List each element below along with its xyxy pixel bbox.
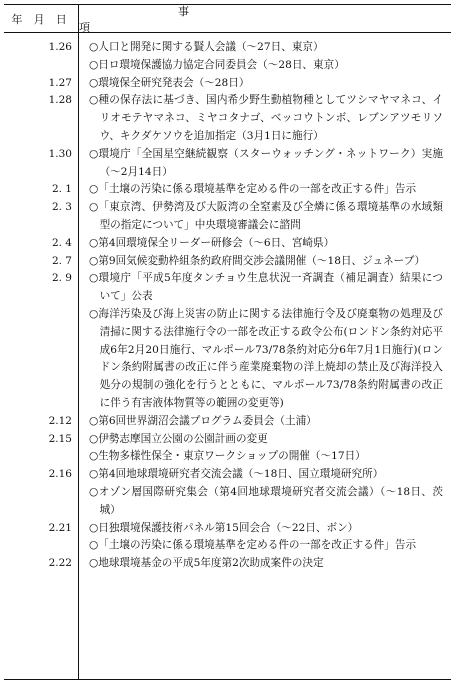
table-row (4, 146, 451, 182)
row-date: 2.15 (48, 432, 72, 445)
header-event: 事 項 (79, 4, 288, 34)
row-events (89, 520, 443, 556)
table-row (4, 39, 451, 75)
row-events (89, 92, 443, 145)
row-events (89, 270, 443, 412)
table-row (4, 520, 451, 556)
row-date: 2. 9 (51, 272, 72, 285)
row-events (89, 75, 443, 93)
row-date: 2.12 (48, 414, 72, 427)
row-events (89, 413, 443, 431)
table-row (4, 555, 451, 573)
row-date: 1.30 (48, 147, 72, 160)
event-item: ○環境庁「平成5年度タンチョウ生息状況一斉調査（補足調査）結果について」公表 (89, 272, 443, 303)
row-events (89, 466, 443, 519)
row-events (89, 431, 443, 467)
event-item: ○海洋汚染及び海上災害の防止に関する法律施行令及び廃棄物の処理及び清掃に関する法律施行令の一部を改正する政令公布(ロンドン条約対応平成6年2月20日施行、マルポール73/78条約対応分6年7月1日施行)(ロンドン条約附属書の改正に伴う産業廃棄物の洋上焼却の禁止及び海洋投入処分の規制の強化を行うとともに、マルポール73/78条約附属書の改正に伴う有害液体物質等の範囲の変更等) (89, 307, 443, 409)
event-item: ○第4回環境保全リーダー研修会（〜6日、宮崎県） (89, 236, 335, 249)
event-item: ○「東京湾、伊勢湾及び大阪湾の全窒素及び全燐に係る環境基準の水域類型の指定について」中央環境審議会に諮問 (89, 201, 443, 231)
row-date: 2. 1 (51, 183, 72, 196)
table-row (4, 75, 451, 93)
row-events (89, 181, 443, 199)
row-date: 2. 4 (51, 236, 72, 249)
table-header (4, 5, 451, 33)
header-date: 年 月 日 (11, 12, 71, 26)
table-row (4, 431, 451, 467)
event-item: ○伊勢志摩国立公園の公園計画の変更 (89, 432, 268, 445)
row-date: 1.28 (48, 94, 72, 107)
row-events (89, 146, 443, 182)
row-date: 1.27 (48, 76, 72, 89)
table-body (4, 39, 451, 573)
row-date: 1.26 (48, 41, 72, 53)
event-item: ○生物多様性保全・東京ワークショップの開催（〜17日） (89, 450, 366, 463)
row-events (89, 235, 443, 253)
table-row (4, 270, 451, 412)
table-row (4, 253, 451, 271)
table-row (4, 235, 451, 253)
row-events (89, 253, 443, 271)
row-events (89, 39, 443, 75)
event-item: ○地球環境基金の平成5年度第2次助成案件の決定 (89, 557, 324, 570)
event-item: ○第6回世界湖沼会議プログラム委員会（土浦） (89, 414, 317, 427)
chronology-table (4, 4, 451, 680)
event-item: ○環境庁「全国星空継続観察（スターウォッチング・ネットワーク）実施（〜2月14日） (89, 147, 443, 178)
event-item: ○人口と開発に関する賢人会議（〜27日、東京） (89, 41, 324, 53)
event-item: ○日ロ環境保護協力協定合同委員会（〜28日、東京） (89, 58, 345, 71)
event-item: ○種の保存法に基づき、国内希少野生動植物種としてツシマヤマネコ、イリオモテヤマネコ、ミヤコタナゴ、ベッコウトンボ、レブンアツモリソウ、キクダケソウを追加指定（3月1日に施行） (89, 94, 443, 142)
row-date: 2.21 (48, 521, 72, 534)
table-row (4, 199, 451, 235)
row-date: 2.16 (48, 468, 72, 481)
event-item: ○日独環境保護技術パネル第15回会合（〜22日、ボン） (89, 521, 359, 534)
row-events (89, 199, 443, 235)
row-date: 2. 7 (51, 254, 72, 267)
event-item: ○第9回気候変動枠組条約政府間交渉会議開催（〜18日、ジュネーブ） (89, 254, 426, 267)
table-row (4, 413, 451, 431)
row-date: 2.22 (48, 557, 72, 570)
event-item: ○オゾン層国際研究集会（第4回地球環境研究者交流会議）（〜18日、茨城） (89, 485, 443, 516)
event-item: ○「土壌の汚染に係る環境基準を定める件の一部を改正する件」告示 (89, 183, 417, 196)
table-row (4, 181, 451, 199)
event-item: ○「土壌の汚染に係る環境基準を定める件の一部を改正する件」告示 (89, 539, 417, 552)
table-row (4, 466, 451, 519)
row-date: 2. 3 (51, 201, 72, 214)
row-events (89, 555, 443, 573)
table-row (4, 92, 451, 145)
event-item: ○環境保全研究発表会（〜28日） (89, 76, 250, 89)
event-item: ○第4回地球環境研究者交流会議（〜18日、国立環境研究所） (89, 468, 384, 481)
